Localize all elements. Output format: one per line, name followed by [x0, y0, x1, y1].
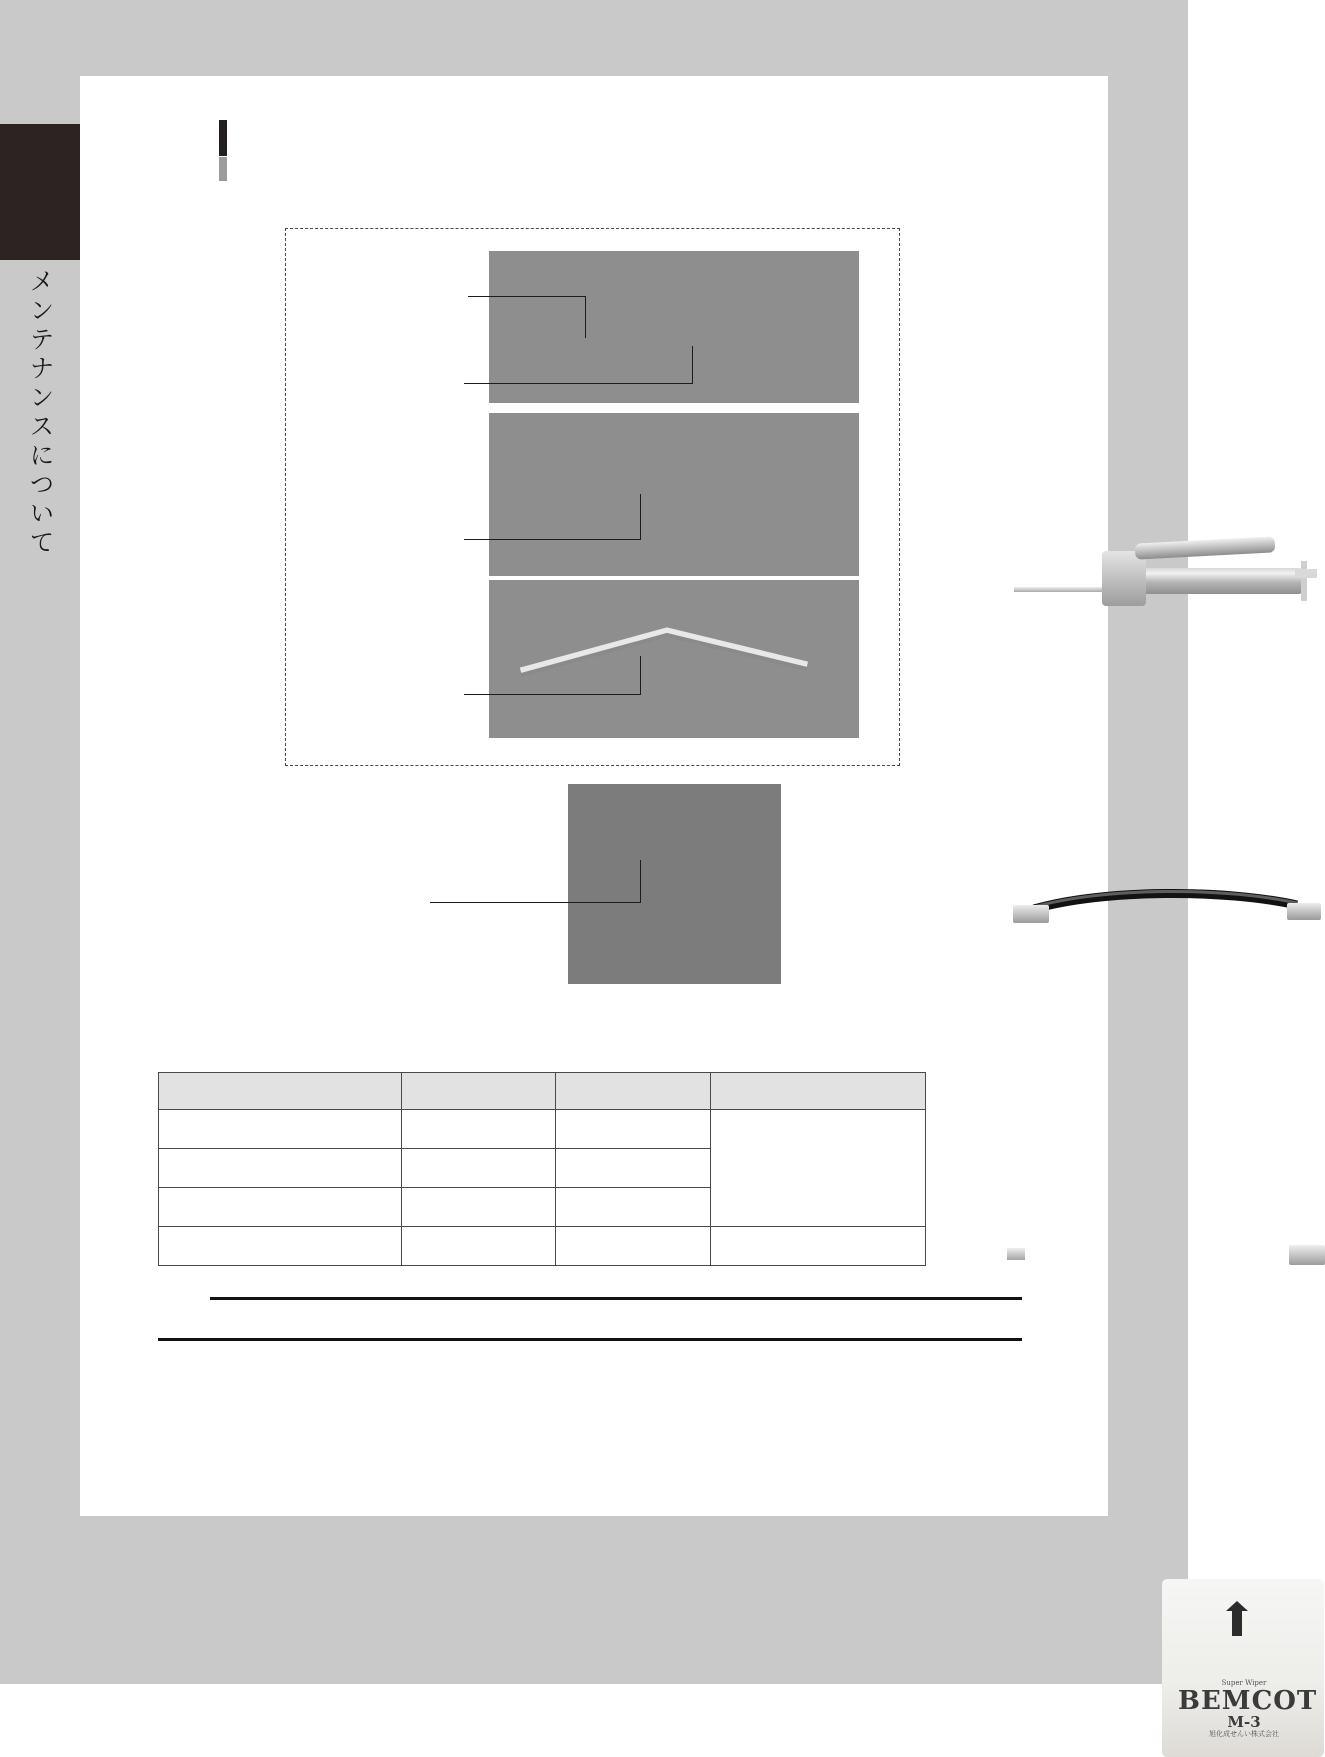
table-cell-merged: [711, 1110, 926, 1227]
table-cell: [159, 1110, 402, 1149]
heading-marker-light: [219, 157, 227, 181]
table-cell: [159, 1188, 402, 1227]
table-cell: [401, 1188, 556, 1227]
grease-nozzle-body: [489, 580, 859, 738]
callout-line-3a: [464, 539, 640, 540]
table-cell: [401, 1227, 556, 1266]
callout-line-5b: [640, 860, 641, 903]
grease-hose-fitting-right: [1287, 903, 1321, 920]
grease-gun-lever: [1135, 536, 1276, 559]
grease-gun-cap: [1301, 561, 1307, 601]
grease-nozzle-photo: [489, 580, 859, 738]
callout-line-5a: [430, 902, 640, 903]
table-cell: [556, 1110, 711, 1149]
footer-rule-top: [210, 1297, 1022, 1300]
table-cell: [711, 1227, 926, 1266]
heading-marker-dark: [219, 120, 227, 156]
footer-rule-bottom: [158, 1338, 1022, 1341]
up-arrow-icon: [1232, 1610, 1242, 1636]
grease-hose-body: [1034, 895, 1297, 915]
wiping-cloth-tagline: Super Wiper: [1221, 1679, 1267, 1687]
table-cell: [556, 1227, 711, 1266]
table-cell: [401, 1149, 556, 1188]
wiping-cloth-label: [1178, 1679, 1318, 1741]
callout-line-3b: [640, 494, 641, 540]
callout-line-2a: [464, 383, 692, 384]
callout-line-4a: [464, 694, 640, 695]
side-tab-block: [0, 124, 80, 260]
callout-line-2b: [692, 346, 693, 384]
table-row: [159, 1227, 926, 1266]
table-header-cell: [711, 1073, 926, 1110]
table-cell: [159, 1149, 402, 1188]
grease-gun-plunger: [1295, 569, 1317, 578]
table-cell: [556, 1149, 711, 1188]
wiping-cloth-brand: BEMCOT: [1178, 1686, 1318, 1716]
wiping-cloth-maker: 旭化成せんい株式会社: [1209, 1730, 1279, 1738]
side-tab-label: メンテナンスについて: [26, 268, 55, 558]
grease-gun-photo: [489, 251, 859, 403]
table-cell: [556, 1188, 711, 1227]
callout-line-1a: [468, 296, 586, 297]
callout-line-1b: [585, 296, 586, 338]
table-header-cell: [159, 1073, 402, 1110]
grease-hose-fitting-left: [1013, 905, 1049, 923]
table-cell: [159, 1227, 402, 1266]
table-header-row: [159, 1073, 926, 1110]
callout-line-4b: [640, 656, 641, 695]
grease-nozzle-tip: [1007, 1248, 1025, 1260]
grease-nozzle-fitting: [1289, 1245, 1325, 1265]
table-row: [159, 1110, 926, 1149]
specification-table: [158, 1072, 926, 1266]
wiping-cloth-model: M-3: [1227, 1713, 1261, 1731]
wiping-cloth-photo: [568, 784, 1318, 1738]
table-header-cell: [556, 1073, 711, 1110]
grease-hose-photo: [489, 413, 859, 576]
table-cell: [401, 1110, 556, 1149]
table-header-cell: [401, 1073, 556, 1110]
